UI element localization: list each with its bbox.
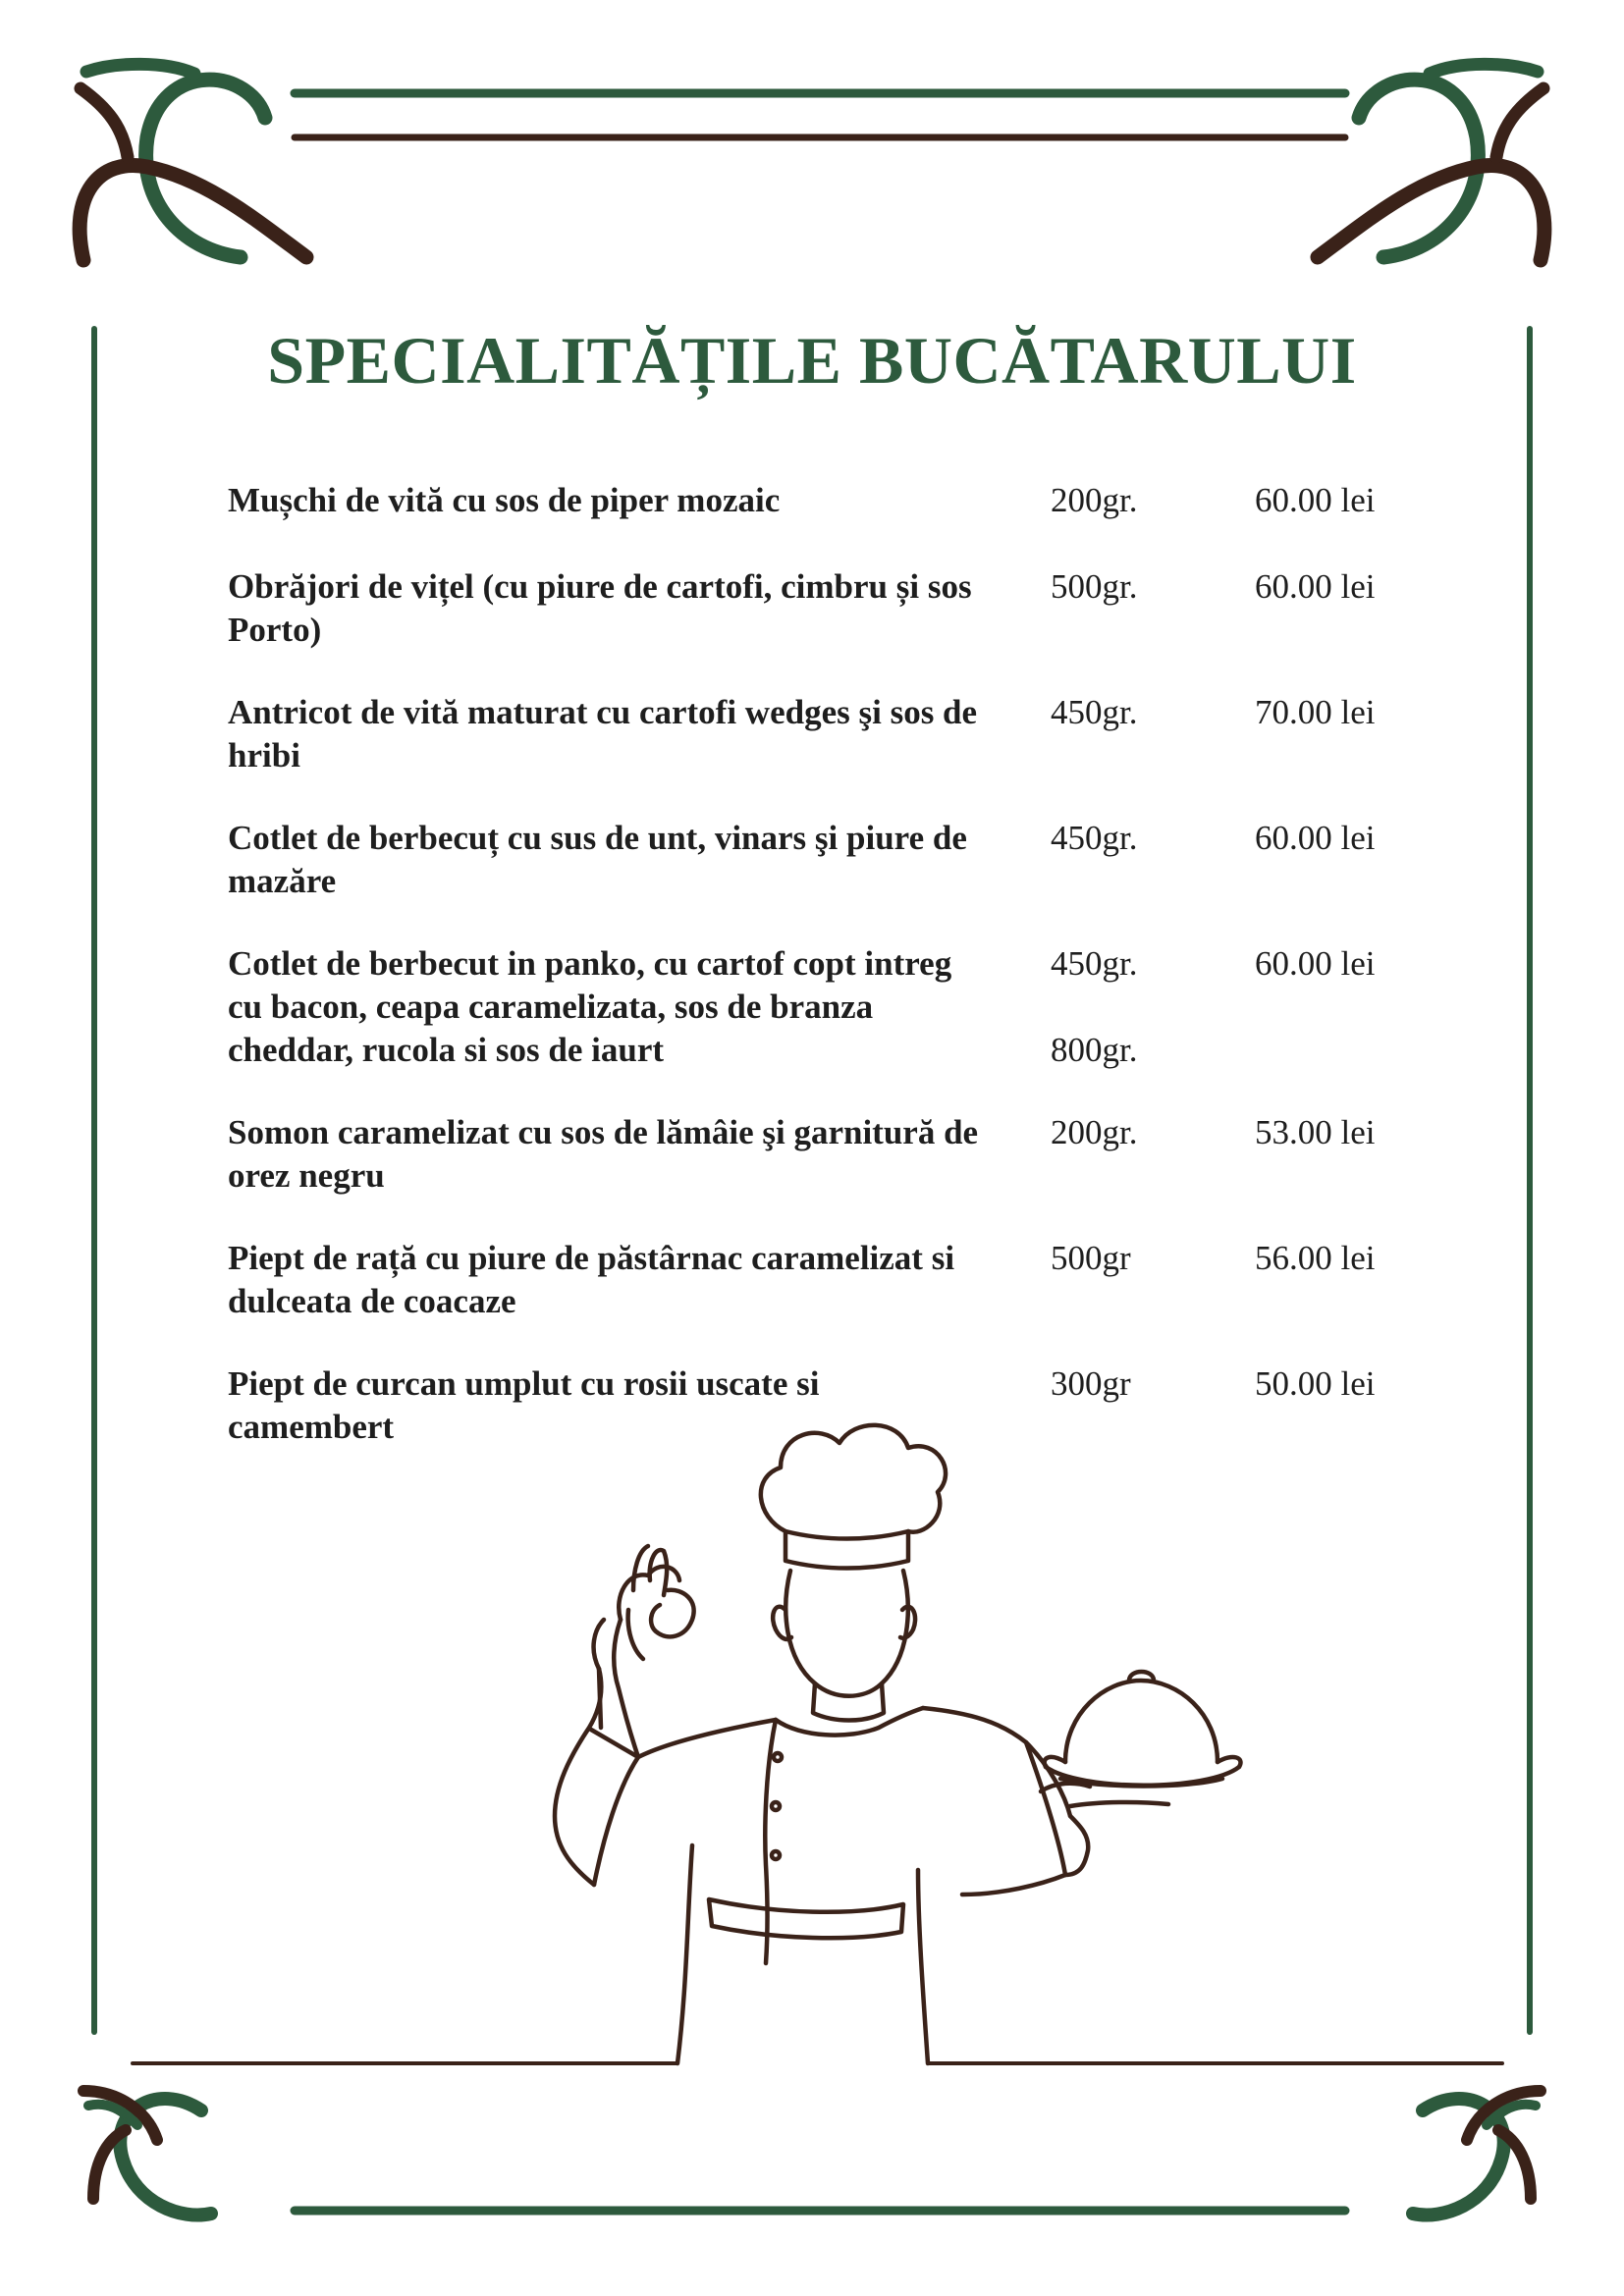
dish-price: 70.00 lei xyxy=(1255,693,1376,731)
dish-name: Antricot de vită maturat cu cartofi wedges şi sos de hribi xyxy=(228,693,978,774)
dish-name: Obrăjori de vițel (cu piure de cartofi, cimbru și sos Porto) xyxy=(228,567,972,649)
dish-price: 56.00 lei xyxy=(1255,1239,1376,1277)
dish-name: Cotlet de berbecuț cu sus de unt, vinars şi piure de mazăre xyxy=(228,819,967,900)
dish-price: 53.00 lei xyxy=(1255,1113,1376,1151)
dish-weight: 800gr. xyxy=(1051,1031,1138,1069)
dish-price: 60.00 lei xyxy=(1255,819,1376,857)
dish-price: 60.00 lei xyxy=(1255,481,1376,519)
dish-name: Somon caramelizat cu sos de lămâie şi garnitură de orez negru xyxy=(228,1113,979,1195)
dish-weight: 300gr xyxy=(1051,1364,1131,1403)
dish-price: 60.00 lei xyxy=(1255,944,1376,983)
dish-name: Piept de curcan umplut cu rosii uscate si camembert xyxy=(228,1364,820,1446)
page-title: SPECIALITĂȚILE BUCĂTARULUI xyxy=(267,323,1357,398)
dish-price: 60.00 lei xyxy=(1255,567,1376,606)
dish-weight: 450gr. xyxy=(1051,944,1138,983)
dish-weight: 200gr. xyxy=(1051,481,1138,519)
dish-weight: 450gr. xyxy=(1051,819,1138,857)
dish-name: Cotlet de berbecut in panko, cu cartof copt intreg cu bacon, ceapa caramelizata, sos de branza cheddar, rucola si sos de iaurt xyxy=(228,944,952,1069)
dish-weight: 200gr. xyxy=(1051,1113,1138,1151)
dish-weight: 450gr. xyxy=(1051,693,1138,731)
dish-weight: 500gr. xyxy=(1051,567,1138,606)
dish-name: Mușchi de vită cu sos de piper mozaic xyxy=(228,481,781,519)
dish-name: Piept de rață cu piure de păstârnac caramelizat si dulceata de coacaze xyxy=(228,1239,955,1320)
dish-price: 50.00 lei xyxy=(1255,1364,1376,1403)
dish-weight: 500gr xyxy=(1051,1239,1131,1277)
